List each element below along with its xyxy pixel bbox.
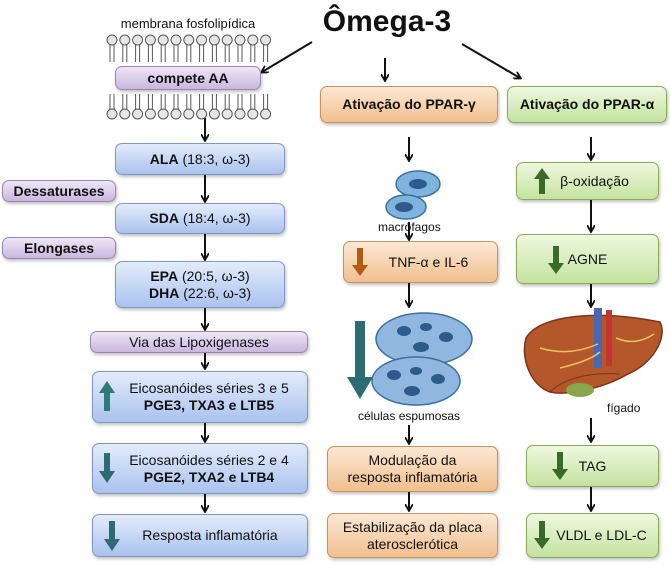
phospholipid-head [197,109,207,119]
phospholipid-head [209,109,219,119]
phospholipid-head [158,109,168,119]
sda-box [115,203,285,234]
eicosanoides-35-line2: PGE3, TXA3 e LTB5 [143,397,275,413]
phospholipid-head [145,35,155,45]
phospholipid-head [145,109,155,119]
phospholipid-head [197,35,207,45]
phospholipid-head [235,35,245,45]
phospholipid-head [158,35,168,45]
phospholipid-head [107,35,117,45]
phospholipid-head [171,109,181,119]
dha-name: DHA [149,284,180,301]
phospholipid-head [133,109,143,119]
liver-icon [520,308,666,400]
phospholipid-head [209,35,219,45]
epa-detail: (20:5, ω-3) [181,267,250,284]
foam-cells-icon [366,309,476,407]
arrow-down-icon [99,453,115,483]
arrow-down-icon [352,248,368,276]
ppar-alpha-box: Ativação do PPAR-α [507,86,667,123]
ala-name: ALA [149,150,179,167]
phospholipid-head [235,109,245,119]
dha-detail: (22:6, ω-3) [183,284,251,301]
beta-oxidacao-label: β-oxidação [560,172,629,189]
modulacao-line2: resposta inflamatória [347,469,478,485]
tag-label: TAG [578,457,607,474]
arrow-down-icon [548,246,564,274]
eicosanoides-24-line1: Eicosanóides séries 2 e 4 [129,451,289,468]
macrophage-icon [384,167,444,225]
modulacao-line1: Modulação da [368,452,457,468]
elongases-box: Elongases [2,237,116,259]
phospholipid-head [133,35,143,45]
modulacao-box [327,446,498,492]
phospholipid-head [222,109,232,119]
phospholipid-head [248,109,258,119]
phospholipid-head [248,35,258,45]
lipoxigenases-box: Via das Lipoxigenases [90,331,308,353]
phospholipid-head [184,35,194,45]
compete-aa-box: compete AA [115,66,261,90]
phospholipid-head [107,109,117,119]
resposta-inflamatoria-box [92,514,308,557]
eicosanoides-24-line2: PGE2, TXA2 e LTB4 [143,468,275,485]
arrow-down-icon [534,521,550,549]
ala-box [115,143,285,175]
vldl-label: VLDL e LDL-C [556,527,647,543]
eicosanoides-24-box [92,443,308,494]
page-title: Ômega-3 [322,5,452,38]
phospholipid-head [120,35,130,45]
phospholipid-head [171,35,181,45]
arrow-up-icon [534,168,550,194]
figado-label: fígado [607,401,641,415]
celulas-espumosas-label: células espumosas [358,409,461,423]
phospholipid-head [261,35,271,45]
estabilizacao-line1: Estabilização da placa [342,518,483,535]
macrofagos-label: macrófagos [378,220,441,234]
eicosanoides-35-box [92,371,308,423]
arrow-down-icon [104,521,120,551]
sda-detail: (18:4, ω-3) [182,210,251,226]
ppar-gamma-box: Ativação do PPAR-γ [320,86,498,123]
eicosanoides-35-line1: Eicosanóides séries 3 e 5 [129,380,289,396]
desaturases-box: Dessaturases [2,180,116,202]
membrane-label: membrana fosfolipídica [120,16,256,31]
agne-box [516,234,659,284]
estabilizacao-line2: aterosclerótica [366,535,459,552]
sda-name: SDA [149,210,179,226]
epa-name: EPA [150,267,179,284]
resposta-inflamatoria-label: Resposta inflamatória [142,527,278,543]
tag-box [526,445,659,487]
arrow-down-icon [552,452,568,480]
epa-dha-box [115,261,285,308]
ala-detail: (18:3, ω-3) [182,150,251,167]
phospholipid-head [261,109,271,119]
estabilizacao-box [327,513,498,558]
phospholipid-head [222,35,232,45]
tnf-label: TNF-α e IL-6 [388,253,469,270]
agne-label: AGNE [567,250,608,267]
phospholipid-head [184,109,194,119]
arrow-up-icon [99,381,115,411]
phospholipid-head [120,109,130,119]
